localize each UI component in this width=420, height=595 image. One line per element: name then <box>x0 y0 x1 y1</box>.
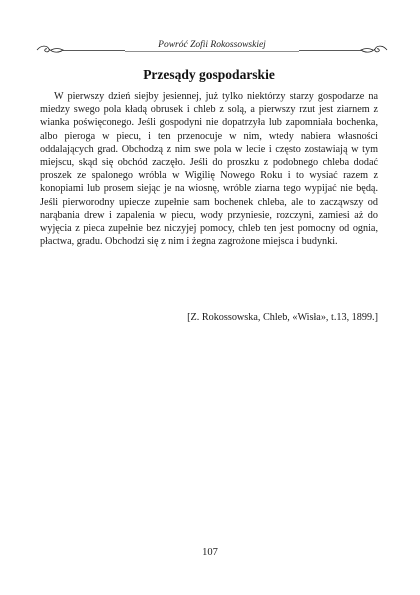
body-paragraph: W pierwszy dzień siejby jesiennej, już tylko niektórzy starzy gospodarze na miedzy swego pola kładą obrusek i chleb z solą, a pierwszy rzut jest ziarnem z wianka poświęconego. Jeśli gospodyni nie dopatrzyła lub zapomniała bochenka, albo pieroga w piecu, i ten przenocuje w nim, wtedy nabiera własności oddalających grad. Obchodzą z nim swe pola w lecie i często zostawiają w tym miejscu, skąd się obchód zaczęło. Jeśli do proszku z podobnego chleba dodać proszek ze spalonego wróbla w Wigilię Nowego Roku i to wysiać razem z konopiami lub prosem siejąc je na wiosnę, wróble ziarna tego wypijać nie będą. Jeśli pierworodny upiecze zupełnie sam bochenek chleba, ale to zacząwszy od narąbania drew i zapalenia w piecu, wody przyniesie, rozczyni, zamiesi aż do wyjęcia z pieca zupełnie bez niczyjej pomocy, chleb ten jest pomocny od ognia, płactwa, gradu. Obchodzi się z nim i żegna zagrożone miejsca i budynki. <box>40 91 378 248</box>
source-citation: [Z. Rokossowska, Chleb, «Wisła», t.13, 1899.] <box>187 312 378 323</box>
running-title: Powróć Zofii Rokossowskiej <box>158 40 266 50</box>
article-body <box>40 90 378 248</box>
running-header <box>35 36 389 56</box>
article-title: Przesądy gospodarskie <box>143 67 275 82</box>
page-number: 107 <box>202 547 218 558</box>
